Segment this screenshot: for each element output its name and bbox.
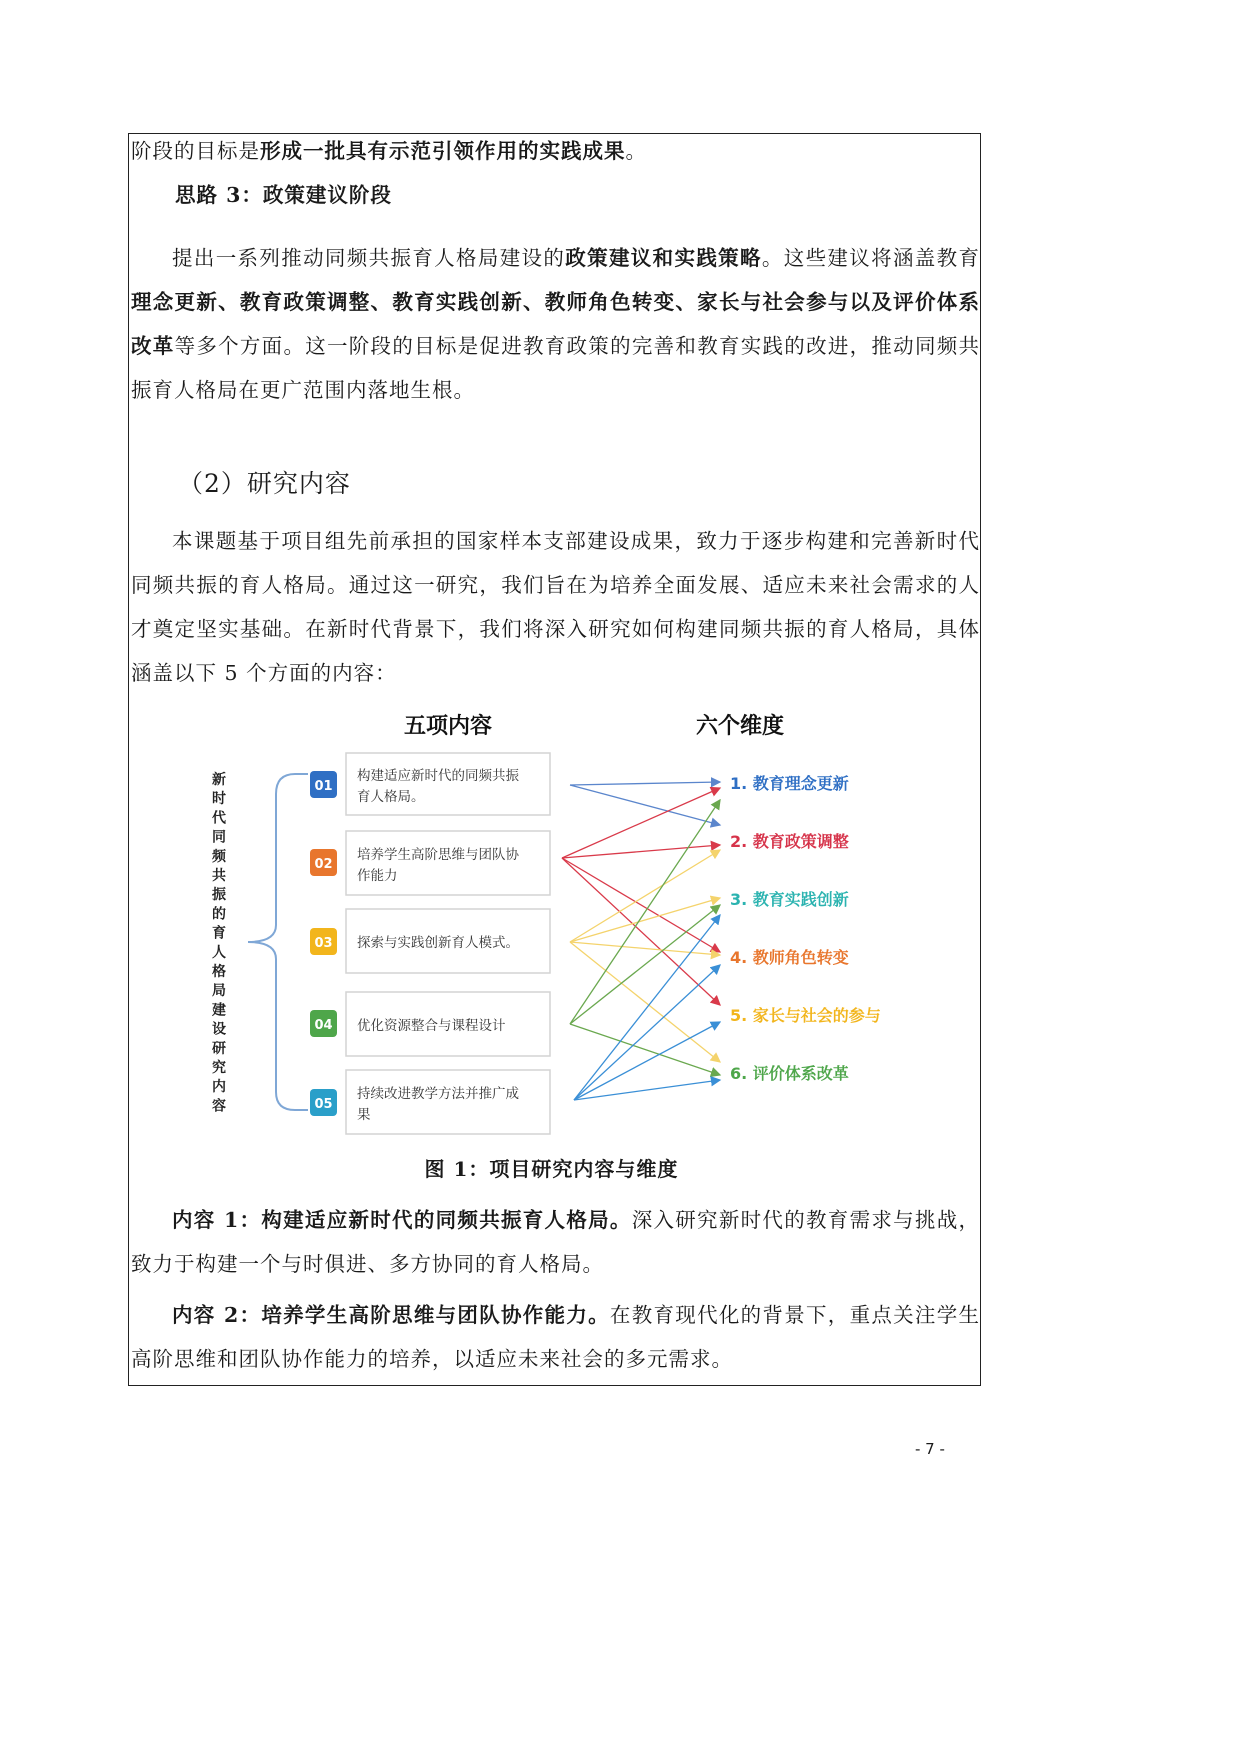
svg-text:优化资源整合与课程设计: 优化资源整合与课程设计 [357, 1018, 506, 1034]
vertical-title-char: 的 [212, 906, 226, 923]
vertical-title-char: 内 [212, 1079, 226, 1096]
paragraph-content-2: 内容 2：培养学生高阶思维与团队协作能力。在教育现代化的背景下，重点关注学生高阶思维和团队协作能力的培养，以适应未来社会的多元需求。 [131, 1303, 981, 1371]
grouping-brace [248, 774, 308, 1110]
svg-text:培养学生高阶思维与团队协: 培养学生高阶思维与团队协 [357, 847, 519, 863]
paragraph-research-intro: 本课题基于项目组先前承担的国家样本支部建设成果，致力于逐步构建和完善新时代同频共振的育人格局。通过这一研究，我们旨在为培养全面发展、适应未来社会需求的人才奠定坚实基础。在新时代背景下，我们将深入研究如何构建同频共振的育人格局，具体涵盖以下 5 个方面的内容： [131, 529, 980, 685]
svg-text:03: 03 [314, 936, 333, 951]
research-content-figure [190, 700, 910, 1145]
mapping-arrows [562, 782, 720, 1100]
vertical-title-char: 究 [212, 1060, 226, 1076]
svg-text:构建适应新时代的同频共振: 构建适应新时代的同频共振 [357, 768, 519, 784]
figure-heading-six-dimensions: 六个维度 [695, 714, 785, 739]
vertical-title-char: 新 [212, 772, 226, 788]
vertical-title-char: 振 [212, 887, 226, 904]
figure-heading-five-contents: 五项内容 [403, 714, 493, 739]
svg-text:探索与实践创新育人模式。: 探索与实践创新育人模式。 [357, 935, 519, 951]
section-title-research-content: （2）研究内容 [178, 469, 351, 498]
content-item-02 [310, 831, 550, 895]
vertical-title-char: 设 [212, 1021, 226, 1038]
vertical-title-char: 时 [212, 791, 226, 808]
vertical-title-char: 局 [212, 983, 226, 1000]
vertical-title-char: 代 [212, 810, 226, 827]
vertical-title-char: 同 [212, 829, 226, 846]
figure-vertical-title [211, 771, 227, 1114]
dimension-6: 6. 评价体系改革 [730, 1064, 849, 1083]
vertical-title-char: 人 [212, 944, 226, 961]
svg-text:01: 01 [314, 779, 333, 794]
dimension-3: 3. 教育实践创新 [730, 890, 849, 909]
page-number: - 7 - [915, 1440, 945, 1458]
dimension-1: 1. 教育理念更新 [730, 774, 849, 793]
svg-text:育人格局。: 育人格局。 [357, 789, 425, 805]
paragraph-stage-goal: 阶段的目标是形成一批具有示范引领作用的实践成果。 [131, 139, 647, 163]
content-item-03 [310, 909, 550, 973]
vertical-title-char: 建 [212, 1002, 226, 1019]
dimension-4: 4. 教师角色转变 [730, 948, 849, 967]
vertical-title-char: 容 [212, 1098, 226, 1115]
content-item-01 [310, 753, 550, 815]
svg-text:02: 02 [314, 857, 333, 872]
svg-text:果: 果 [357, 1107, 371, 1123]
svg-text:作能力: 作能力 [357, 868, 398, 884]
vertical-title-char: 育 [212, 925, 226, 942]
subheading-idea-3: 思路 3：政策建议阶段 [175, 183, 392, 207]
dimension-2: 2. 教育政策调整 [730, 832, 849, 851]
figure-caption: 图 1：项目研究内容与维度 [424, 1157, 679, 1181]
vertical-title-char: 频 [212, 848, 226, 865]
svg-text:持续改进教学方法并推广成: 持续改进教学方法并推广成 [357, 1086, 519, 1102]
svg-text:05: 05 [314, 1097, 333, 1112]
paragraph-content-1: 内容 1：构建适应新时代的同频共振育人格局。深入研究新时代的教育需求与挑战，致力于构建一个与时俱进、多方协同的育人格局。 [131, 1208, 980, 1276]
content-item-05 [310, 1070, 550, 1134]
content-item-04 [310, 992, 550, 1056]
paragraph-policy-stage: 提出一系列推动同频共振育人格局建设的政策建议和实践策略。这些建议将涵盖教育理念更新、教育政策调整、教育实践创新、教师角色转变、家长与社会参与以及评价体系改革等多个方面。这一阶段的目标是促进教育政策的完善和教育实践的改进，推动同频共振育人格局在更广范围内落地生根。 [131, 246, 981, 402]
dimension-5: 5. 家长与社会的参与 [730, 1006, 881, 1025]
vertical-title-char: 研 [212, 1040, 226, 1057]
vertical-title-char: 共 [212, 868, 226, 884]
svg-text:04: 04 [314, 1018, 333, 1033]
vertical-title-char: 格 [212, 964, 226, 980]
